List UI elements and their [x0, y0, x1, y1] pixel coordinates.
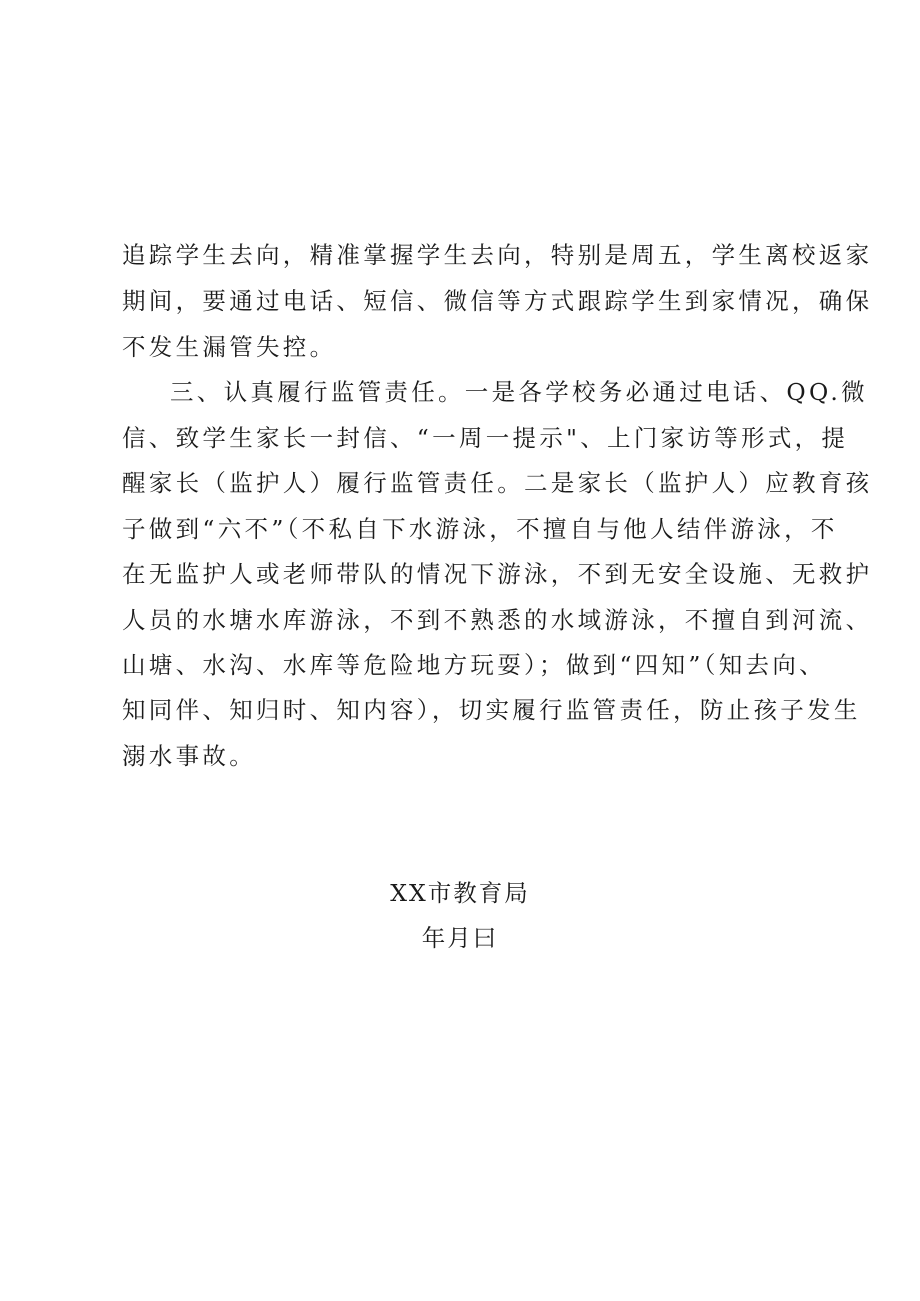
text-line: 追踪学生去向，精准掌握学生去向，特别是周五，学生离校返家	[122, 241, 873, 269]
text-line: 信、致学生家长一封信、“一周一提示"、上门家访等形式，提	[122, 424, 849, 452]
text-line: 人员的水塘水库游泳，不到不熟悉的水域游泳，不擅自到河流、	[122, 606, 873, 634]
text-line: 醒家长（监护人）履行监管责任。二是家长（监护人）应教育孩	[122, 469, 873, 497]
text-line: 不发生漏管失控。	[122, 333, 337, 361]
text-line: 三、认真履行监管责任。一是各学校务必通过电话、QQ.微	[170, 378, 868, 406]
signature-date: 年月曰	[421, 924, 499, 952]
signature-organization: XX市教育局	[390, 879, 530, 907]
text-line: 山塘、水沟、水库等危险地方玩耍）；做到“四知”（知去向、	[122, 651, 826, 679]
text-line: 期间，要通过电话、短信、微信等方式跟踪学生到家情况，确保	[122, 287, 873, 315]
text-line: 在无监护人或老师带队的情况下游泳，不到无安全设施、无救护	[122, 560, 873, 588]
text-line: 知同伴、知归时、知内容），切实履行监管责任，防止孩子发生	[122, 696, 861, 724]
text-line: 溺水事故。	[122, 742, 256, 770]
text-line: 子做到“六不”（不私自下水游泳，不擅自与他人结伴游泳，不	[122, 515, 838, 543]
